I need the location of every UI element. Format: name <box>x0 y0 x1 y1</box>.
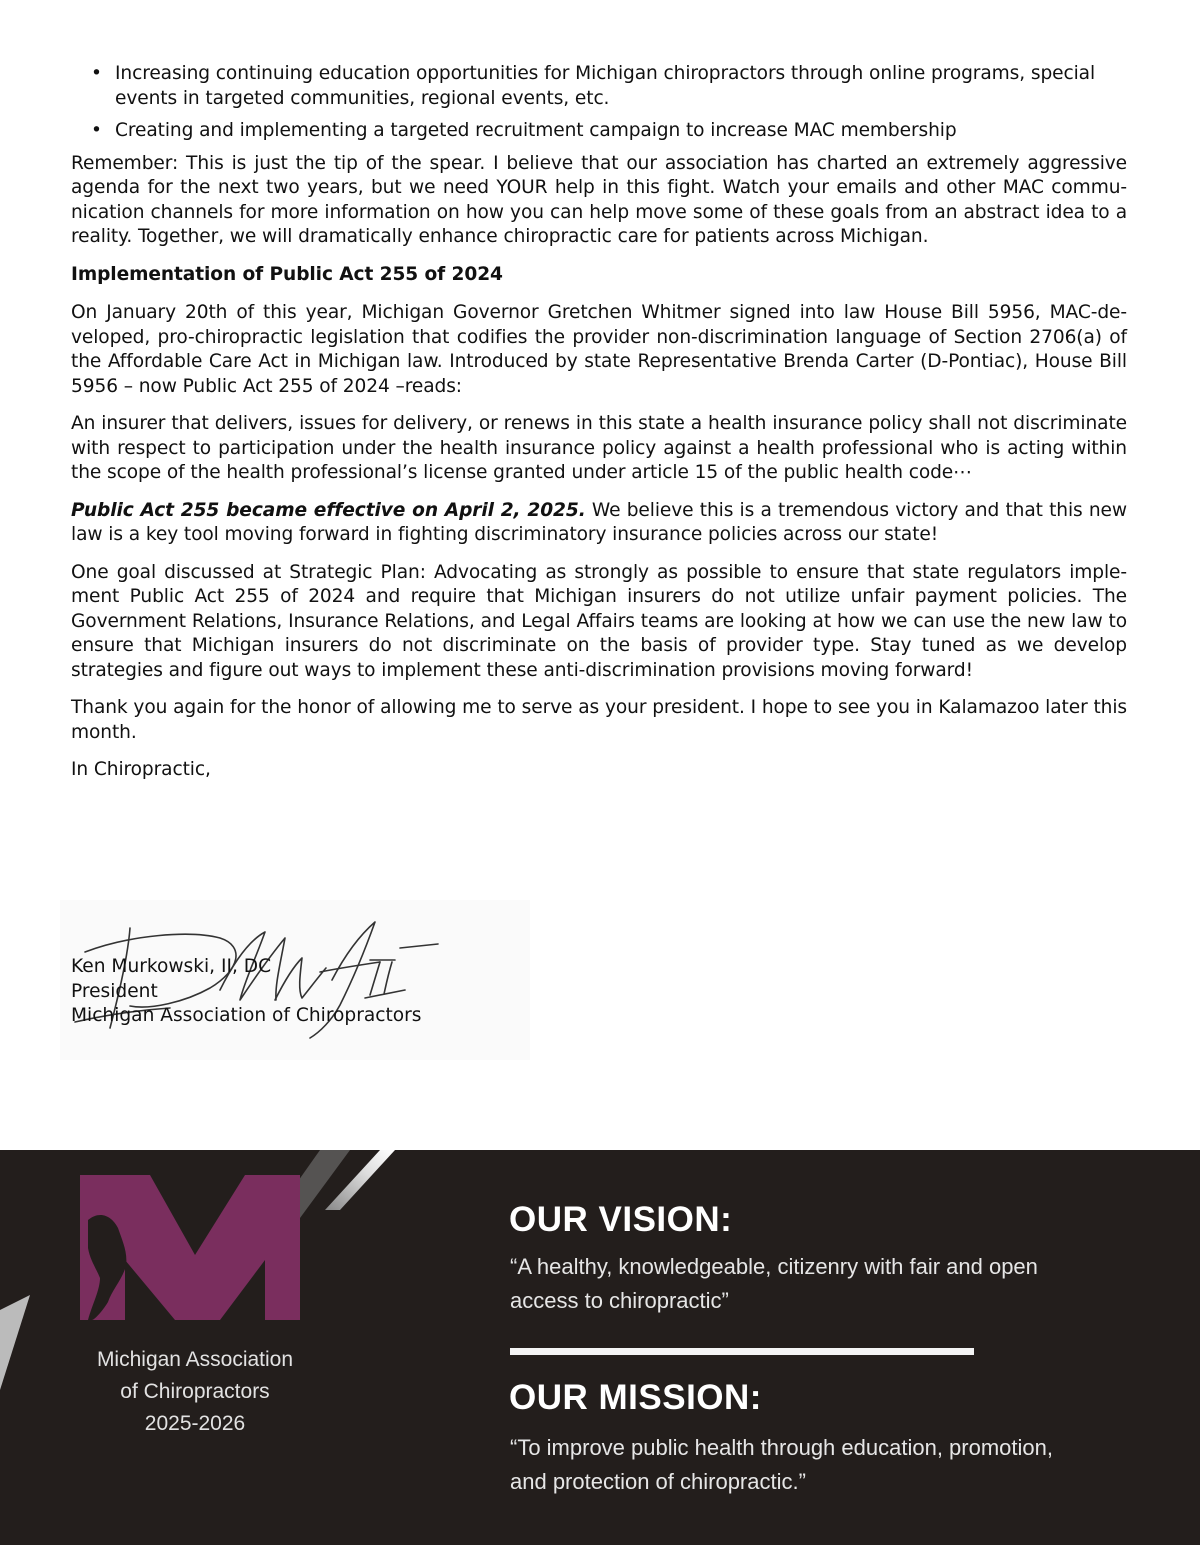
org-line-1: Michigan Association <box>96 1348 294 1371</box>
closing-line: In Chiropractic, <box>71 759 211 780</box>
signer-organization: Michigan Association of Chiropractors <box>71 1005 422 1026</box>
paragraph-thanks: Thank you again for the honor of allowing me to serve as your president. I hope to see you in Kalamazoo later this month. <box>71 697 1127 743</box>
vision-text: “A healthy, knowledgeable, citizenry with fair and open access to chiropractic” <box>510 1254 1038 1313</box>
paragraph-remember: Remember: This is just the tip of the spear. I believe that our association has charted an extremely aggressive agenda for the next two years, but we need YOUR help in this fight. Watch your emails and other MAC commu-nication channels for more information on how you can help move some of these goals from an abstract idea to a reality. Together, we will dramatically enhance chiropractic care for patients across Michigan. <box>71 152 1127 247</box>
divider <box>510 1348 974 1355</box>
signer-title: President <box>71 980 158 1002</box>
org-years: 2025-2026 <box>144 1412 246 1435</box>
mission-text: “To improve public health through education, promotion, and protection of chiropractic.” <box>510 1435 1053 1494</box>
paragraph-effective <box>71 499 1127 548</box>
list-item <box>71 119 1127 144</box>
vision-title: OUR VISION: <box>509 1200 733 1239</box>
signature-block <box>71 955 422 1029</box>
paragraph-goal: One goal discussed at Strategic Plan: Advocating as strongly as possible to ensure that state regulators imple-ment Public Act 255 of 2024 and require that Michigan insurers do not utilize unfair payment policies. The Government Relations, Insurance Relations, and Legal Affairs teams are looking at how we can use the new law to ensure that Michigan insurers do not discriminate on the basis of provider type. Stay tuned as we develop strategies and figure out ways to implement these anti-discrimination provisions moving forward! <box>71 561 1127 681</box>
org-line-2: of Chiropractors <box>120 1380 270 1403</box>
section-heading: Implementation of Public Act 255 of 2024 <box>71 263 503 285</box>
list-item-text: Creating and implementing a targeted recruitment campaign to increase MAC membership <box>115 120 957 141</box>
list-item-text: Increasing continuing education opportunities for Michigan chiropractors through online programs, special events in targeted communities, regional events, etc. <box>115 63 1096 109</box>
effective-rest: We believe this is a tremendous victory and that this new law is a key tool moving forward in fighting discriminatory insurance policies across our state! <box>71 499 1127 545</box>
signer-name: Ken Murkowski, II, DC <box>71 956 272 977</box>
letter-body <box>71 62 1127 796</box>
footer-banner <box>0 1150 1200 1545</box>
bullet-icon: • <box>91 63 102 84</box>
effective-date-emphasis: Public Act 255 became effective on April 2, 2025. <box>71 499 586 521</box>
goals-list <box>71 62 1127 144</box>
paragraph-insurer-quote: An insurer that delivers, issues for delivery, or renews in this state a health insurance policy shall not discriminate with respect to participation under the health insurance policy against a health professional who is acting within the scope of the health professional’s license granted under article 15 of the public health code⋯ <box>71 413 1127 483</box>
list-item <box>71 62 1127 111</box>
mission-title: OUR MISSION: <box>509 1378 762 1417</box>
org-name <box>55 1344 335 1440</box>
paragraph-january: On January 20th of this year, Michigan Governor Gretchen Whitmer signed into law House Bill 5956, MAC-de-veloped, pro-chiropractic legislation that codifies the provider non-discrimination language of Section 2706(a) of the Affordable Care Act in Michigan law. Introduced by state Representative Brenda Carter (D-Pontiac), House Bill 5956 – now Public Act 255 of 2024 –reads: <box>71 302 1127 397</box>
bullet-icon: • <box>91 120 102 141</box>
